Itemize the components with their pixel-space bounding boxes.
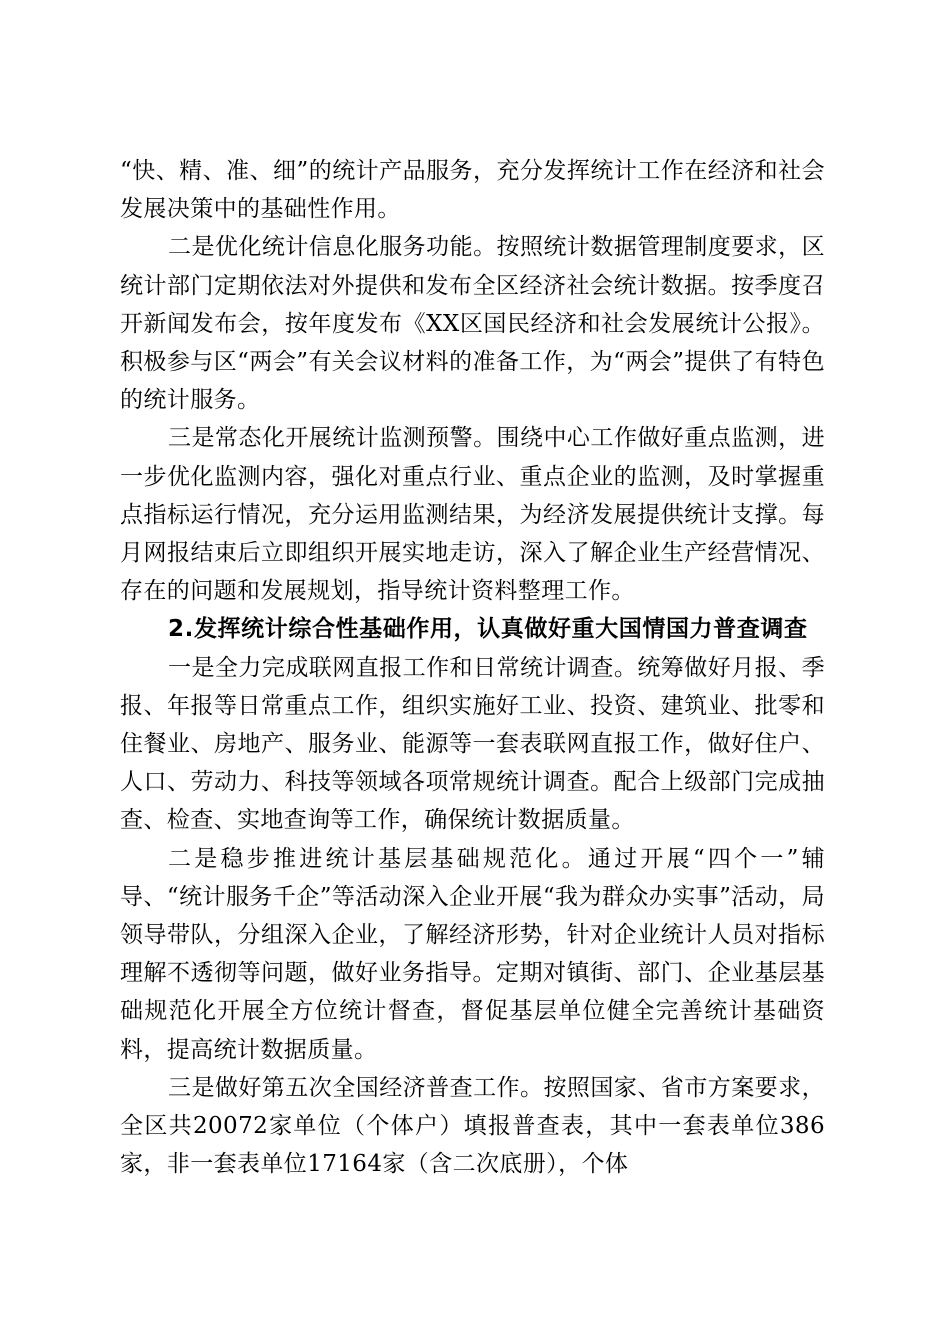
paragraph-continuation: “快、精、准、细”的统计产品服务，充分发挥统计工作在经济和社会发展决策中的基础性作用。: [120, 158, 825, 223]
paragraph-economic-census: 三是做好第五次全国经济普查工作。按照国家、省市方案要求，全区共20072家单位（个体户）填报普查表，其中一套表单位386家，非一套表单位17164家（含二次底册），个体: [120, 1074, 825, 1178]
section-heading-2: 2.发挥统计综合性基础作用，认真做好重大国情国力普查调查: [168, 616, 808, 643]
document-body: [120, 152, 825, 1183]
paragraph-informatization-service: 二是优化统计信息化服务功能。按照统计数据管理制度要求，区统计部门定期依法对外提供和发布全区经济社会统计数据。按季度召开新闻发布会，按年度发布《XX区国民经济和社会发展统计公报》。积极参与区“两会”有关会议材料的准备工作，为“两会”提供了有特色的统计服务。: [120, 234, 825, 414]
paragraph-monitoring-warning: 三是常态化开展统计监测预警。围绕中心工作做好重点监测，进一步优化监测内容，强化对重点行业、重点企业的监测，及时掌握重点指标运行情况，充分运用监测结果，为经济发展提供统计支撑。每月网报结束后立即组织开展实地走访，深入了解企业生产经营情况、存在的问题和发展规划，指导统计资料整理工作。: [120, 425, 825, 605]
paragraph-online-reporting: 一是全力完成联网直报工作和日常统计调查。统筹做好月报、季报、年报等日常重点工作，组织实施好工业、投资、建筑业、批零和住餐业、房地产、服务业、能源等一套表联网直报工作，做好住户、人口、劳动力、科技等领域各项常规统计调查。配合上级部门完成抽查、检查、实地查询等工作，确保统计数据质量。: [120, 654, 825, 834]
paragraph-grassroots-standardization: 二是稳步推进统计基层基础规范化。通过开展“四个一”辅导、“统计服务千企”等活动深入企业开展“我为群众办实事”活动，局领导带队，分组深入企业，了解经济形势，针对企业统计人员对指标理解不透彻等问题，做好业务指导。定期对镇街、部门、企业基层基础规范化开展全方位统计督查，督促基层单位健全完善统计基础资料，提高统计数据质量。: [120, 845, 825, 1063]
